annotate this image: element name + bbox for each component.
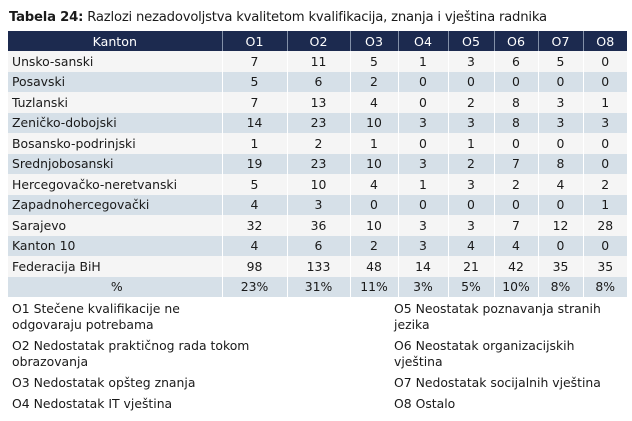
table-cell: 31% <box>287 277 350 298</box>
table-cell: 5 <box>538 51 583 72</box>
data-table <box>8 31 627 297</box>
table-cell: 7 <box>494 154 538 175</box>
table-body <box>8 51 627 297</box>
table-row <box>8 154 627 175</box>
table-cell: 0 <box>538 236 583 257</box>
legend-item: O1 Stečene kvalifikacije ne odgovaraju potrebama <box>12 301 180 333</box>
legend-item: O2 Nedostatak praktičnog rada tokom obrazovanja <box>12 338 250 370</box>
table-cell: 3 <box>287 195 350 216</box>
table-cell: 1 <box>398 174 448 195</box>
table-number: Tabela 24: <box>9 10 84 25</box>
table-cell: 8% <box>583 277 627 298</box>
table-cell: 2 <box>448 154 494 175</box>
table-cell: 23 <box>287 113 350 134</box>
table-cell: 10% <box>494 277 538 298</box>
table-cell: 4 <box>448 236 494 257</box>
table-cell: 35 <box>538 256 583 277</box>
table-cell: 0 <box>583 236 627 257</box>
table-cell: 14 <box>222 113 287 134</box>
table-cell: 7 <box>222 51 287 72</box>
table-cell: 8 <box>494 113 538 134</box>
legend-right <box>394 301 626 417</box>
column-header-o5: O5 <box>448 31 494 51</box>
table-row <box>8 72 627 93</box>
table-cell: 35 <box>583 256 627 277</box>
row-label: Hercegovačko-neretvanski <box>8 174 222 195</box>
column-header-o2: O2 <box>287 31 350 51</box>
row-label: Posavski <box>8 72 222 93</box>
table-cell: 5% <box>448 277 494 298</box>
table-cell: 7 <box>494 215 538 236</box>
legend-item: O6 Neostatak organizacijskih vještina <box>394 338 575 370</box>
row-label: Srednjobosanski <box>8 154 222 175</box>
table-cell: 2 <box>583 174 627 195</box>
legend-item: O3 Nedostatak opšteg znanja <box>12 375 196 391</box>
table-cell: 11 <box>287 51 350 72</box>
table-cell: 3% <box>398 277 448 298</box>
table-row <box>8 133 627 154</box>
table-cell: 1 <box>583 92 627 113</box>
table-cell: 4 <box>538 174 583 195</box>
legend-left <box>12 301 252 417</box>
table-cell: 0 <box>538 133 583 154</box>
table-cell: 12 <box>538 215 583 236</box>
row-label: Kanton 10 <box>8 236 222 257</box>
table-cell: 3 <box>583 113 627 134</box>
table-cell: 4 <box>494 236 538 257</box>
row-label: Federacija BiH <box>8 256 222 277</box>
table-cell: 7 <box>222 92 287 113</box>
table-cell: 1 <box>583 195 627 216</box>
table-cell: 11% <box>350 277 398 298</box>
table-cell: 3 <box>538 92 583 113</box>
column-header-o8: O8 <box>583 31 627 51</box>
table-cell: 0 <box>583 51 627 72</box>
table-cell: 19 <box>222 154 287 175</box>
table-cell: 0 <box>398 92 448 113</box>
table-cell: 4 <box>350 174 398 195</box>
row-label: Tuzlanski <box>8 92 222 113</box>
row-label: Unsko-sanski <box>8 51 222 72</box>
table-cell: 6 <box>287 72 350 93</box>
table-cell: 14 <box>398 256 448 277</box>
table-cell: 48 <box>350 256 398 277</box>
table-title <box>9 10 547 25</box>
row-label: Zapadnohercegovački <box>8 195 222 216</box>
table-cell: 0 <box>494 133 538 154</box>
percentage-row <box>8 277 627 298</box>
table-cell: 3 <box>448 215 494 236</box>
column-header-o4: O4 <box>398 31 448 51</box>
legend-item: O8 Ostalo <box>394 395 456 411</box>
legend-item: O4 Nedostatak IT vještina <box>12 395 173 411</box>
table-cell: 0 <box>350 195 398 216</box>
table-cell: 6 <box>494 51 538 72</box>
table-cell: 10 <box>287 174 350 195</box>
table-cell: 3 <box>398 113 448 134</box>
table-caption: Razlozi nezadovoljstva kvalitetom kvalifikacija, znanja i vještina radnika <box>83 10 547 25</box>
total-row <box>8 256 627 277</box>
table-cell: 0 <box>448 72 494 93</box>
table-cell: 4 <box>222 236 287 257</box>
table-cell: 0 <box>583 72 627 93</box>
table-cell: 8 <box>538 154 583 175</box>
row-label: Zeničko-dobojski <box>8 113 222 134</box>
table-cell: 1 <box>222 133 287 154</box>
table-cell: 3 <box>538 113 583 134</box>
column-header-o6: O6 <box>494 31 538 51</box>
table-cell: 3 <box>398 236 448 257</box>
table-cell: 0 <box>398 133 448 154</box>
table-cell: 2 <box>448 92 494 113</box>
table-cell: 0 <box>398 72 448 93</box>
table-cell: 28 <box>583 215 627 236</box>
table-row <box>8 236 627 257</box>
table-row <box>8 113 627 134</box>
table-cell: 3 <box>448 113 494 134</box>
table-cell: 6 <box>287 236 350 257</box>
table-cell: 0 <box>538 72 583 93</box>
table-cell: 3 <box>448 174 494 195</box>
table-cell: 0 <box>398 195 448 216</box>
table-cell: 133 <box>287 256 350 277</box>
column-header-o1: O1 <box>222 31 287 51</box>
table-row <box>8 174 627 195</box>
table-cell: 0 <box>494 72 538 93</box>
table-cell: 2 <box>494 174 538 195</box>
table-cell: 0 <box>583 154 627 175</box>
table-row <box>8 195 627 216</box>
table-cell: 10 <box>350 113 398 134</box>
table-cell: 32 <box>222 215 287 236</box>
legend-item: O7 Nedostatak socijalnih vještina <box>394 375 601 391</box>
table-row <box>8 51 627 72</box>
header-row <box>8 31 627 51</box>
table-cell: 4 <box>350 92 398 113</box>
table-row <box>8 92 627 113</box>
table-cell: 3 <box>448 51 494 72</box>
column-header-o3: O3 <box>350 31 398 51</box>
row-label: Sarajevo <box>8 215 222 236</box>
column-header-kanton: Kanton <box>8 31 222 51</box>
table-cell: 36 <box>287 215 350 236</box>
column-header-o7: O7 <box>538 31 583 51</box>
table-cell: 4 <box>222 195 287 216</box>
table-cell: 0 <box>583 133 627 154</box>
table-cell: 1 <box>398 51 448 72</box>
legend-item: O5 Neostatak poznavanja stranih jezika <box>394 301 601 333</box>
table-cell: 2 <box>287 133 350 154</box>
table-cell: 23 <box>287 154 350 175</box>
table-cell: 8% <box>538 277 583 298</box>
table-cell: 1 <box>350 133 398 154</box>
table-row <box>8 215 627 236</box>
table-cell: 5 <box>222 174 287 195</box>
table-cell: 23% <box>222 277 287 298</box>
table-cell: 8 <box>494 92 538 113</box>
table-cell: 13 <box>287 92 350 113</box>
table-cell: 2 <box>350 236 398 257</box>
table-cell: 21 <box>448 256 494 277</box>
table-cell: 10 <box>350 215 398 236</box>
table-cell: 5 <box>350 51 398 72</box>
table-cell: 0 <box>494 195 538 216</box>
table-cell: 0 <box>538 195 583 216</box>
table-cell: 42 <box>494 256 538 277</box>
table-cell: 3 <box>398 154 448 175</box>
table-cell: 10 <box>350 154 398 175</box>
table-cell: 5 <box>222 72 287 93</box>
table-cell: 3 <box>398 215 448 236</box>
table-cell: 1 <box>448 133 494 154</box>
row-label: Bosansko-podrinjski <box>8 133 222 154</box>
table-cell: 2 <box>350 72 398 93</box>
row-label: % <box>8 277 222 298</box>
table-cell: 98 <box>222 256 287 277</box>
table-cell: 0 <box>448 195 494 216</box>
